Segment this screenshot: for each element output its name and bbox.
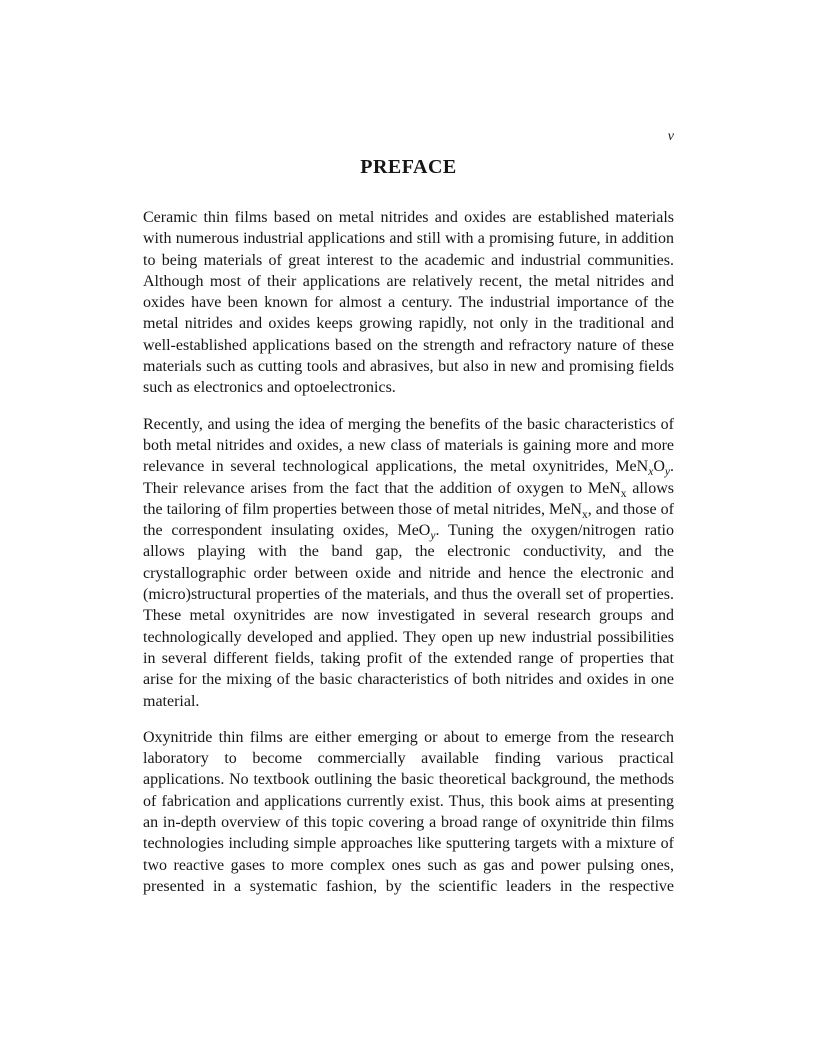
chemical-subscript: y <box>664 466 670 479</box>
chemical-subscript: x <box>581 509 588 522</box>
page-title: PREFACE <box>360 156 457 178</box>
page-number: v <box>667 129 674 144</box>
chemical-subscript: x <box>620 487 627 500</box>
paragraph: Ceramic thin films based on metal nitrides and oxides are established materials with numerous industrial applications and still with a promising future, in addition to being materials of great interest to the academic and industrial communities. Although most of their applications are relatively recent, the metal nitrides and oxides have been known for almost a century. The industrial importance of the metal nitrides and oxides keeps growing rapidly, not only in the traditional and well-established applications based on the strength and refractory nature of these materials such as cutting tools and abrasives, but also in new and promising fields such as electronics and optoelectronics. <box>143 209 674 397</box>
chemical-subscript: y <box>430 530 436 543</box>
page-content <box>143 0 674 897</box>
chemical-subscript: x <box>648 466 654 479</box>
paragraph: Oxynitride thin films are either emerging or about to emerge from the research laboratory to become commercially available finding various practical applications. No textbook outlining the basic theoretical background, the methods of fabrication and applications currently exist. Thus, this book aims at presenting an in-depth overview of this topic covering a broad range of oxynitride thin films technologies including simple approaches like sputtering targets with a mixture of two reactive gases to more complex ones such as gas and power pulsing ones, presented in a systematic fashion, by the scientific leaders in the respective <box>143 728 674 895</box>
paragraph: Recently, and using the idea of merging the benefits of the basic characteristics of both metal nitrides and oxides, a new class of materials is gaining more and more relevance in several technological applications, the metal oxynitrides, $MeN_xO_y$. Their relevance arises from the fact that the addition of oxygen to MeN$_x$ allows the tailoring of film properties between those of metal nitrides, MeN$_x$, and those of the correspondent insulating oxides, MeO$_y$. Tuning the oxygen/nitrogen ratio allows playing with the band gap, the electronic conductivity, and the crystallographic order between oxide and nitride and hence the electronic and (micro)structural properties of the materials, and thus the overall set of properties. These metal oxynitrides are now investigated in several research groups and technologically developed and applied. They open up new industrial possibilities in several different fields, taking profit of the extended range of properties that arise for the mixing of the basic characteristics of both nitrides and oxides in one material. <box>143 415 675 710</box>
preface-body <box>143 207 674 897</box>
